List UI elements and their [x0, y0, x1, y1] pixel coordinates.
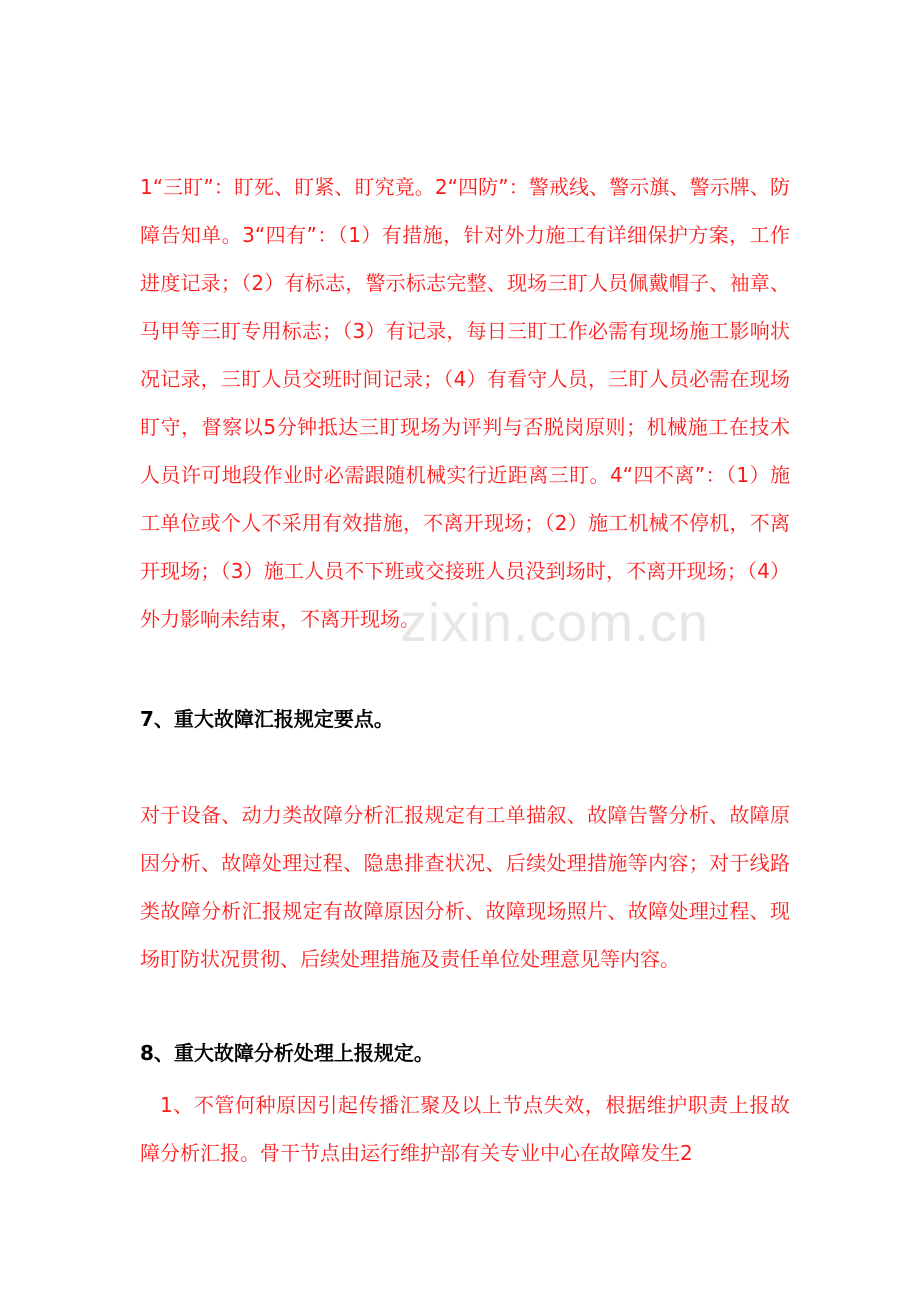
paragraph-fault-analysis-reporting: 1、不管何种原因引起传播汇聚及以上节点失效，根据维护职责上报故障分析汇报。骨干节点由运行维护部有关专业中心在故障发生2 — [140, 1093, 790, 1165]
paragraph-three-watch-rules: 1“三盯”：盯死、盯紧、盯究竟。2“四防”：警戒线、警示旗、警示牌、防障告知单。3“四有”：（1）有措施，针对外力施工有详细保护方案，工作进度记录；（2）有标志，警示标志完整、现场三盯人员佩戴帽子、袖章、马甲等三盯专用标志；（3）有记录，每日三盯工作必需有现场施工影响状况记录，三盯人员交班时间记录；（4）有看守人员，三盯人员必需在现场盯守，督察以5分钟抵达三盯现场为评判与否脱岗原则；机械施工在技术人员许可地段作业时必需跟随机械实行近距离三盯。4“四不离”：（1）施工单位或个人不采用有效措施，不离开现场；（2）施工机械不停机，不离开现场；（3）施工人员不下班或交接班人员没到场时，不离开现场；（4）外力影响未结束，不离开现场。 — [140, 175, 790, 631]
heading-section-7: 7、重大故障汇报规定要点。 — [140, 707, 394, 731]
paragraph-fault-report-requirements: 对于设备、动力类故障分析汇报规定有工单描叙、故障告警分析、故障原因分析、故障处理过程、隐患排查状况、后续处理措施等内容；对于线路类故障分析汇报规定有故障原因分析、故障现场照片、故障处理过程、现场盯防状况贯彻、后续处理措施及责任单位处理意见等内容。 — [140, 803, 790, 971]
heading-section-8: 8、重大故障分析处理上报规定。 — [140, 1041, 434, 1065]
watermark: zixin.com.cn — [400, 593, 710, 653]
